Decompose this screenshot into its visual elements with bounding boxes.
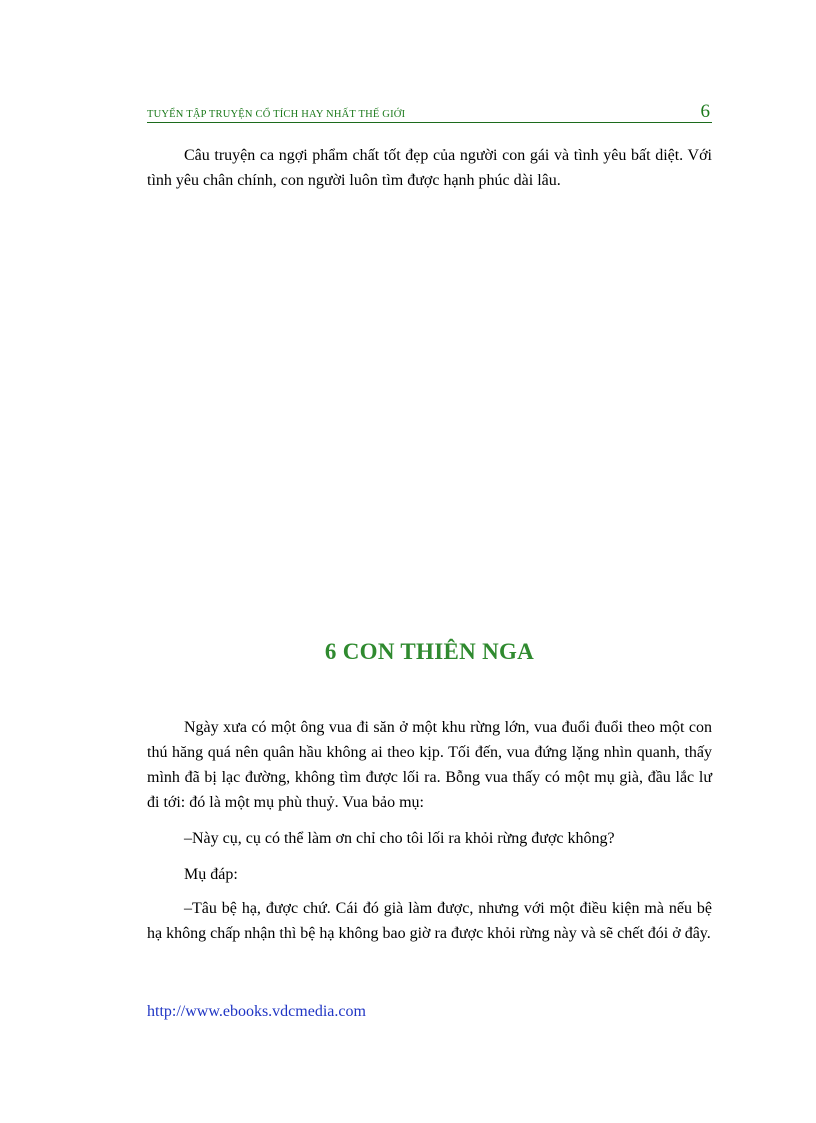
- story-paragraph: Ngày xưa có một ông vua đi săn ở một khu rừng lớn, vua đuổi đuổi theo một con thú hăng quá nên quân hầu không ai theo kịp. Tối đến, vua đứng lặng nhìn quanh, thấy mình đã bị lạc đường, không tìm được lối ra. Bỗng vua thấy có một mụ già, đầu lắc lư đi tới: đó là một mụ phù thuỷ. Vua bảo mụ:: [147, 719, 712, 811]
- story-paragraph: –Tâu bệ hạ, được chứ. Cái đó già làm được, nhưng với một điều kiện mà nếu bệ hạ không chấp nhận thì bệ hạ không bao giờ ra được khỏi rừng này và sẽ chết đói ở đây.: [147, 900, 712, 942]
- page-header: [147, 100, 712, 123]
- story-paragraph: Mụ đáp:: [184, 866, 238, 883]
- story-paragraph: –Này cụ, cụ có thể làm ơn chỉ cho tôi lối ra khỏi rừng được không?: [184, 830, 615, 847]
- header-title: TUYỂN TẬP TRUYỆN CỔ TÍCH HAY NHẤT THẾ GIỚI: [147, 109, 406, 120]
- story-title: 6 CON THIÊN NGA: [324, 639, 535, 664]
- footer-website-link[interactable]: http://www.ebooks.vdcmedia.com: [147, 1003, 366, 1020]
- intro-paragraph: Câu truyện ca ngợi phẩm chất tốt đẹp của người con gái và tình yêu bất diệt. Với tình yêu chân chính, con người luôn tìm được hạnh phúc dài lâu.: [147, 147, 712, 189]
- page-number: 6: [700, 101, 710, 122]
